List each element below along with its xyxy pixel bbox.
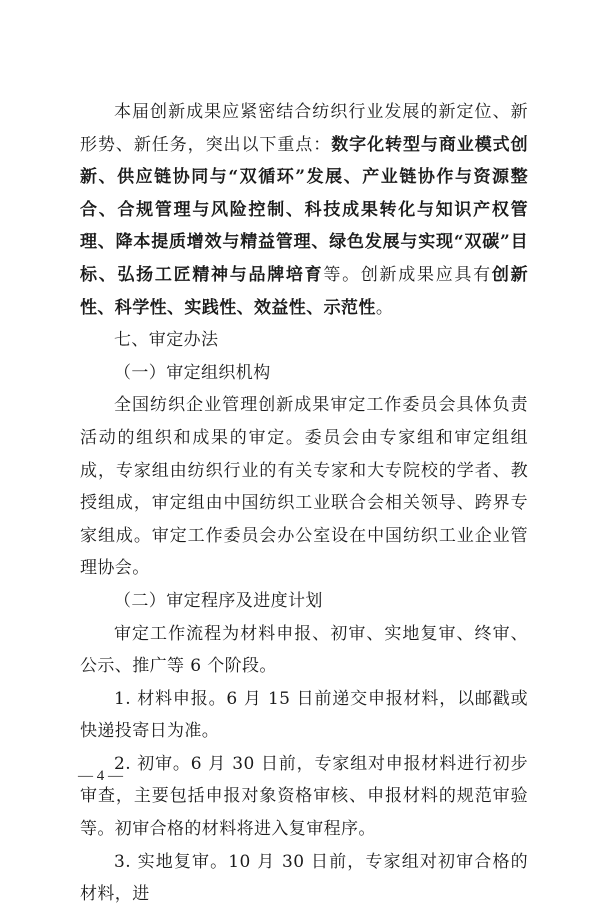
- section-heading: 七、审定办法: [114, 330, 219, 351]
- text-run: 等。创新成果应具有: [323, 264, 492, 285]
- bold-text-run: 数字化转型与商业模式创新、供应链协同与“双循环”发展、产业链协作与资源整合、合规管理与风险控制、科技成果转化与知识产权管理、降本提质增效与精益管理、绿色发展与实现“双碳”目标、弘扬工匠精神与品牌培育: [80, 134, 528, 285]
- text-run: 。: [375, 297, 394, 318]
- list-item-2: 2. 初审。6 月 30 日前，专家组对申报材料进行初步审查，主要包括申报对象资格审核、申报材料的规范审验等。初审合格的材料将进入复审程序。: [80, 753, 528, 840]
- document-body: [80, 96, 528, 911]
- bold-text-run: 创新性、科学性、实践性、效益性、示范性: [80, 264, 528, 318]
- subsection-heading: （二）审定程序及进度计划: [114, 590, 323, 611]
- paragraph-organization: 全国纺织企业管理创新成果审定工作委员会具体负责活动的组织和成果的审定。委员会由专家组和审定组组成，专家组由纺织行业的有关专家和大专院校的学者、教授组成，审定组由中国纺织工业联合会相关领导、跨界专家组成。审定工作委员会办公室设在中国纺织工业企业管理协会。: [80, 395, 528, 579]
- paragraph-process: 审定工作流程为材料申报、初审、实地复审、终审、公示、推广等 6 个阶段。: [80, 623, 528, 677]
- page-number: — 4 —: [78, 768, 123, 784]
- list-item-1: 1. 材料申报。6 月 15 日前递交申报材料，以邮戳或快递投寄日为准。: [80, 688, 528, 742]
- subsection-heading: （一）审定组织机构: [114, 362, 271, 383]
- list-item-3: 3. 实地复审。10 月 30 日前，专家组对初审合格的材料，进: [80, 851, 528, 905]
- text-run: 本届创新成果应紧密结合纺织行业发展的新定位、新形势、新任务，突出以下重点：: [80, 102, 528, 155]
- paragraph-priorities: [80, 96, 528, 324]
